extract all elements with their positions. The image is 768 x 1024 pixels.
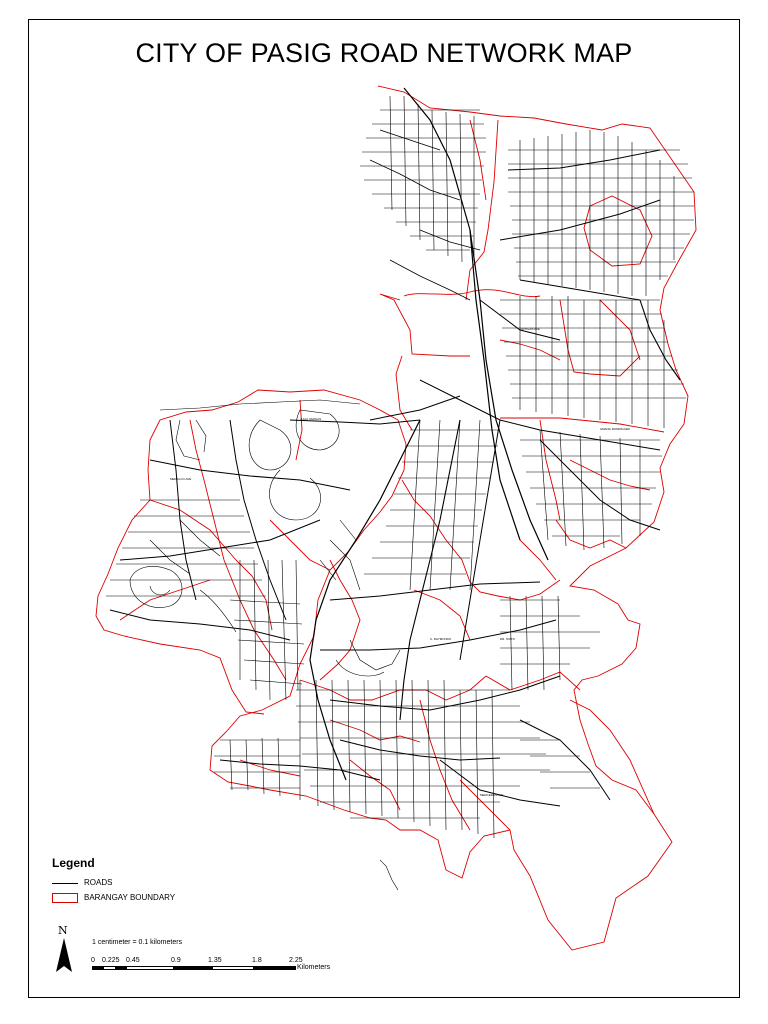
scale-unit: Kilometers <box>297 964 331 971</box>
scale-segment <box>93 967 104 969</box>
north-arrow-icon <box>52 936 78 976</box>
svg-text:MERCEDES AVE: MERCEDES AVE <box>480 793 504 797</box>
legend-label: BARANGAY BOUNDARY <box>84 893 176 902</box>
svg-text:C. RAYMUNDO: C. RAYMUNDO <box>430 637 452 641</box>
scale-segment <box>253 967 295 969</box>
scale-tick: 0 <box>91 957 95 964</box>
svg-text:ORTIGAS AVE: ORTIGAS AVE <box>520 327 540 331</box>
scale-tick: 0.45 <box>126 957 140 964</box>
scale-segment <box>173 967 213 969</box>
barangay-boundaries <box>96 86 696 950</box>
legend-item-barangay-boundary <box>52 893 252 905</box>
scale-tick: 0.9 <box>171 957 181 964</box>
scale-tick: 2.25 <box>289 957 303 964</box>
scale-segment <box>115 967 127 969</box>
road-lines <box>106 88 694 890</box>
scale-bar <box>92 966 296 970</box>
road-labels <box>170 327 630 797</box>
boundary-box-icon <box>52 893 78 903</box>
svg-text:DR. SIXTO: DR. SIXTO <box>500 637 515 641</box>
north-label: N <box>58 924 68 937</box>
city-outline <box>96 86 696 950</box>
svg-text:JULIA VARGAS: JULIA VARGAS <box>300 417 322 421</box>
svg-text:MERALCO AVE: MERALCO AVE <box>170 477 192 481</box>
north-arrow <box>52 924 78 976</box>
scale-tick: 1.8 <box>252 957 262 964</box>
road-line-icon <box>52 883 78 884</box>
svg-text:AMANG RODRIGUEZ: AMANG RODRIGUEZ <box>600 427 630 431</box>
legend-title: Legend <box>52 856 95 870</box>
scale-tick: 1.35 <box>208 957 222 964</box>
legend-item-roads <box>52 878 252 890</box>
scale-tick: 0.225 <box>102 957 120 964</box>
map-title: CITY OF PASIG ROAD NETWORK MAP <box>135 38 633 68</box>
legend-label: ROADS <box>84 878 113 887</box>
scale-text: 1 centimeter = 0.1 kilometers <box>92 939 183 946</box>
